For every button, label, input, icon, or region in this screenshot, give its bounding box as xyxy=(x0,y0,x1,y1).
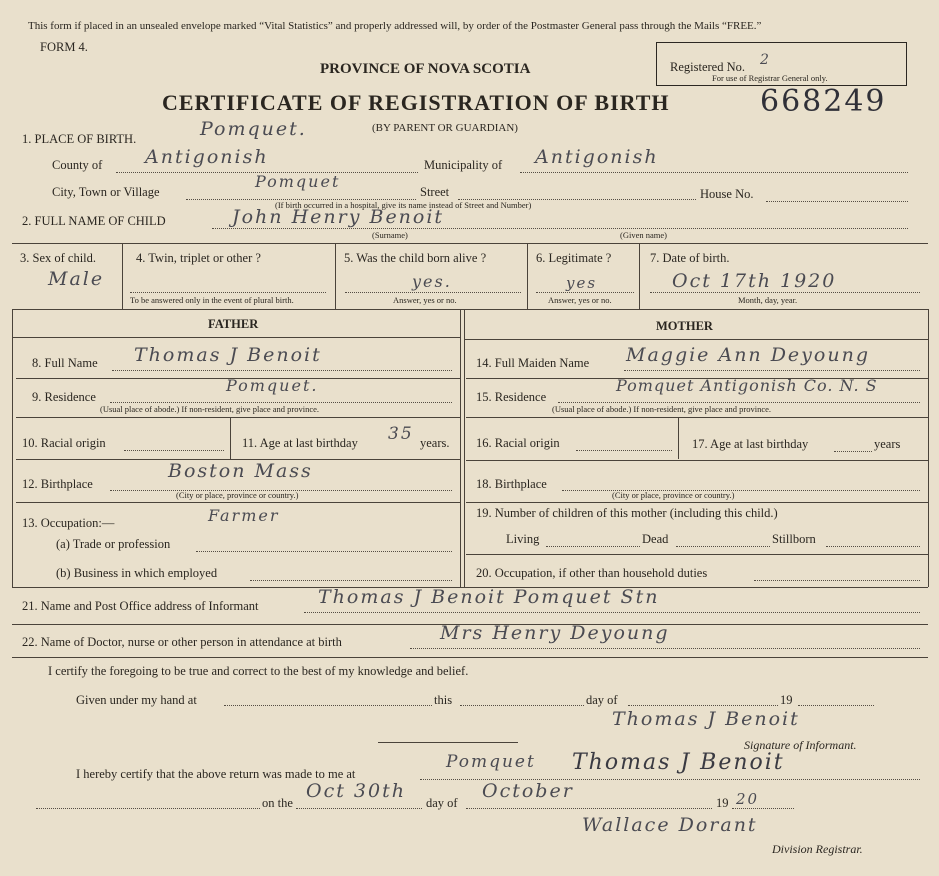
father-heading: FATHER xyxy=(208,317,259,331)
mother-heading: MOTHER xyxy=(656,319,713,333)
informant-value: Thomas J Benoit Pomquet Stn xyxy=(318,586,660,608)
informant-signature: Thomas J Benoit xyxy=(612,708,800,730)
given-name-note: (Given name) xyxy=(620,230,667,240)
province-title: PROVINCE OF NOVA SCOTIA xyxy=(320,61,531,77)
on-the-label: on the xyxy=(262,796,293,810)
sex-value: Male xyxy=(48,268,105,290)
father-residence-value: Pomquet. xyxy=(226,376,319,395)
mother-residence-note: (Usual place of abode.) If non-resident, give place and province. xyxy=(552,404,772,414)
father-name-label: 8. Full Name xyxy=(32,356,98,370)
stillborn-label: Stillborn xyxy=(772,532,816,546)
trade-label: (a) Trade or profession xyxy=(56,537,171,551)
year-value-2: 20 xyxy=(736,790,760,808)
father-age-value: 35 xyxy=(388,424,414,444)
mother-birthplace-label: 18. Birthplace xyxy=(476,477,547,491)
mother-name-label: 14. Full Maiden Name xyxy=(476,356,590,370)
certify-text: I certify the foregoing to be true and correct to the best of my knowledge and belief. xyxy=(48,664,469,678)
dead-label: Dead xyxy=(642,532,669,546)
father-age-label: 11. Age at last birthday xyxy=(242,436,358,450)
alive-value: yes. xyxy=(412,272,452,291)
form-number: FORM 4. xyxy=(40,40,88,54)
birth-date-value: Oct 17th 1920 xyxy=(672,270,837,292)
registered-value: 2 xyxy=(760,52,771,68)
mother-residence-label: 15. Residence xyxy=(476,390,547,404)
father-racial-label: 10. Racial origin xyxy=(22,436,106,450)
doctor-label: 22. Name of Doctor, nurse or other person in attendance at birth xyxy=(22,635,342,649)
registrar-caption: Division Registrar. xyxy=(772,842,863,856)
return-signature: Thomas J Benoit xyxy=(572,750,785,775)
legitimate-label: 6. Legitimate ? xyxy=(536,251,612,265)
birth-date-note: Month, day, year. xyxy=(738,295,798,305)
given-under-label: Given under my hand at xyxy=(76,693,197,707)
city-label: City, Town or Village xyxy=(52,185,160,199)
certificate-subtitle: (BY PARENT OR GUARDIAN) xyxy=(372,122,518,134)
living-label: Living xyxy=(506,532,540,546)
mother-name-value: Maggie Ann Deyoung xyxy=(626,344,870,366)
house-label: House No. xyxy=(700,187,754,201)
county-label: County of xyxy=(52,158,103,172)
day-of-value: October xyxy=(482,780,574,802)
father-birthplace-label: 12. Birthplace xyxy=(22,477,93,491)
municipality-value: Antigonish xyxy=(535,146,659,168)
mother-birthplace-note: (City or place, province or country.) xyxy=(612,490,735,500)
mother-residence-value: Pomquet Antigonish Co. N. S xyxy=(616,376,878,395)
mother-occupation-label: 20. Occupation, if other than household duties xyxy=(476,566,708,580)
return-text: I hereby certify that the above return was made to me at xyxy=(76,767,356,781)
sex-label: 3. Sex of child. xyxy=(20,251,97,265)
registrar-signature: Wallace Dorant xyxy=(582,814,758,836)
mail-notice: This form if placed in an unsealed envelope marked “Vital Statistics” and properly addressed will, by order of the Postmaster General pass through the Mails “FREE.” xyxy=(28,20,762,32)
father-birthplace-note: (City or place, province or country.) xyxy=(176,490,299,500)
street-label: Street xyxy=(420,185,450,199)
municipality-label: Municipality of xyxy=(424,158,503,172)
twin-note: To be answered only in the event of plural birth. xyxy=(130,295,294,305)
legitimate-note: Answer, yes or no. xyxy=(548,295,612,305)
child-name-value: John Henry Benoit xyxy=(232,206,445,228)
child-name-label: 2. FULL NAME OF CHILD xyxy=(22,214,166,228)
on-the-value: Oct 30th xyxy=(306,780,406,802)
birth-date-label: 7. Date of birth. xyxy=(650,251,730,265)
day-of-label-2: day of xyxy=(426,796,458,810)
registrar-note: For use of Registrar General only. xyxy=(712,73,828,83)
alive-label: 5. Was the child born alive ? xyxy=(344,251,487,265)
year-prefix-1: 19 xyxy=(780,693,793,707)
alive-note: Answer, yes or no. xyxy=(393,295,457,305)
street-note: (If birth occurred in a hospital, give its name instead of Street and Number) xyxy=(275,200,532,210)
informant-label: 21. Name and Post Office address of Informant xyxy=(22,599,259,613)
return-place: Pomquet xyxy=(446,752,536,772)
year-prefix-2: 19 xyxy=(716,796,729,810)
father-residence-note: (Usual place of abode.) If non-resident, give place and province. xyxy=(100,404,320,414)
business-label: (b) Business in which employed xyxy=(56,566,218,580)
day-of-label: day of xyxy=(586,693,618,707)
certificate-title: CERTIFICATE OF REGISTRATION OF BIRTH xyxy=(162,90,670,115)
father-name-value: Thomas J Benoit xyxy=(134,344,322,366)
county-value: Antigonish xyxy=(145,146,269,168)
doctor-value: Mrs Henry Deyoung xyxy=(440,622,670,644)
father-birthplace-value: Boston Mass xyxy=(168,460,313,482)
father-occupation-label: 13. Occupation:— xyxy=(22,516,115,530)
mother-children-label: 19. Number of children of this mother (including this child.) xyxy=(476,506,778,520)
legitimate-value: yes xyxy=(566,274,598,292)
place-label: 1. PLACE OF BIRTH. xyxy=(22,132,137,146)
this-label: this xyxy=(434,693,453,707)
father-age-unit: years. xyxy=(420,436,450,450)
city-value: Pomquet xyxy=(255,172,341,191)
father-residence-label: 9. Residence xyxy=(32,390,96,404)
mother-age-label: 17. Age at last birthday xyxy=(692,437,809,451)
father-occupation-value: Farmer xyxy=(208,506,280,525)
certificate-number: 668249 xyxy=(760,84,887,119)
registered-label: Registered No. xyxy=(670,60,745,74)
informant-signature-caption: Signature of Informant. xyxy=(744,738,857,752)
twin-label: 4. Twin, triplet or other ? xyxy=(136,251,261,265)
place-value: Pomquet. xyxy=(200,118,307,140)
mother-age-unit: years xyxy=(874,437,901,451)
surname-note: (Surname) xyxy=(372,230,408,240)
mother-racial-label: 16. Racial origin xyxy=(476,436,560,450)
